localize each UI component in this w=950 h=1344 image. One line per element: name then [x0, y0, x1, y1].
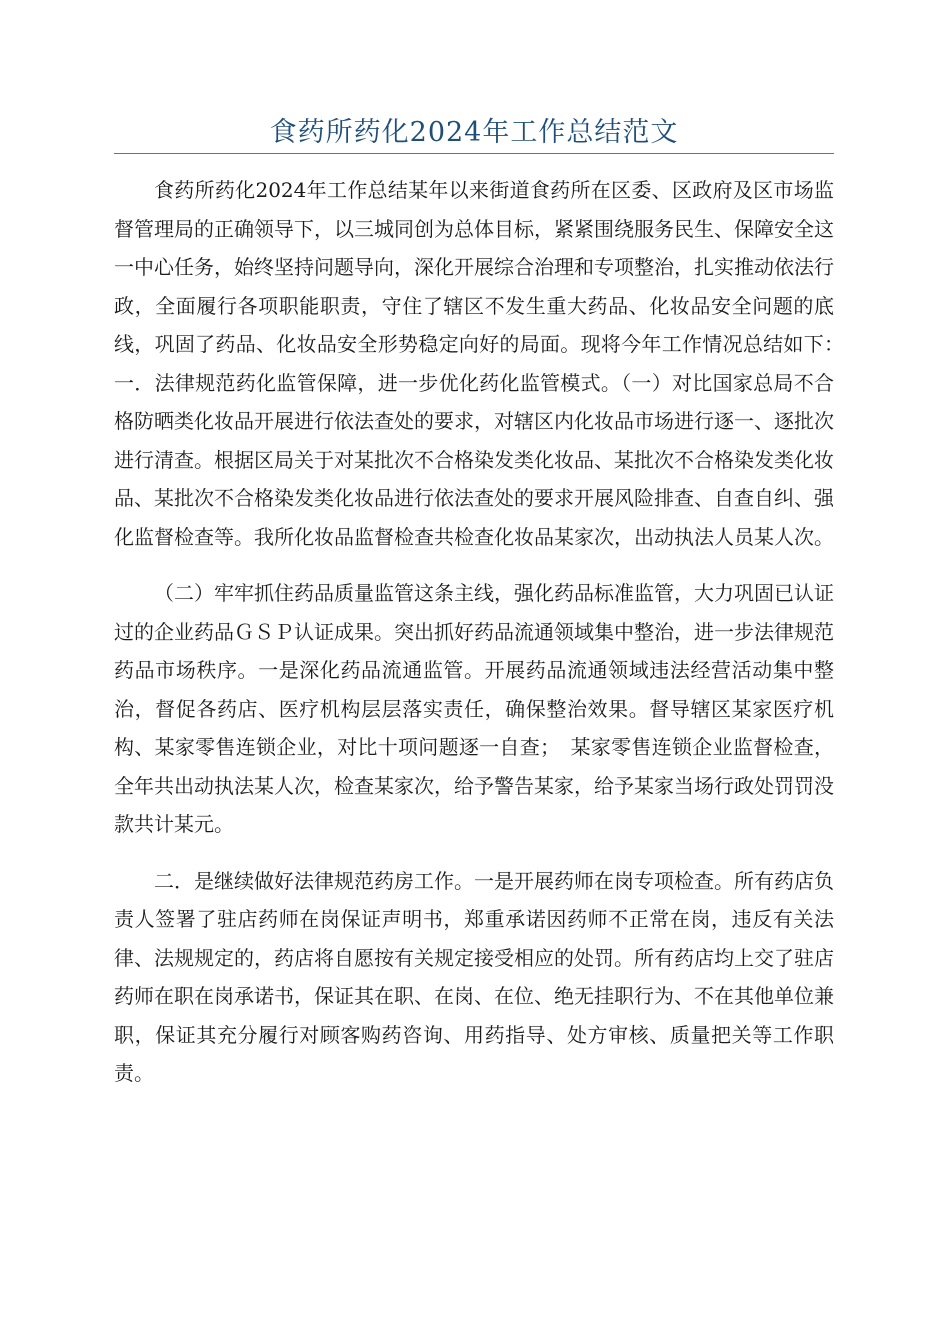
document-body — [114, 171, 854, 1093]
title-underline — [114, 153, 834, 154]
paragraph-2: （二）牢牢抓住药品质量监管这条主线，强化药品标准监管，大力巩固已认证过的企业药品ＧＳＰ认证成果。突出抓好药品流通领域集中整治，进一步法律规范药品市场秩序。一是深化药品流通监管。开展药品流通领域违法经营活动集中整治，督促各药店、医疗机构层层落实责任，确保整治效果。督导辖区某家医疗机构、某家零售连锁企业，对比十项问题逐一自查； 某家零售连锁企业监督检查，全年共出动执法某人次，检查某家次，给予警告某家，给予某家当场行政处罚罚没款共计某元。 — [114, 581, 834, 836]
paragraph-1: 食药所药化2024年工作总结某年以来街道食药所在区委、区政府及区市场监督管理局的正确领导下，以三城同创为总体目标，紧紧围绕服务民生、保障安全这一中心任务，始终坚持问题导向，深化开展综合治理和专项整治，扎实推动依法行政，全面履行各项职能职责，守住了辖区不发生重大药品、化妆品安全问题的底线，巩固了药品、化妆品安全形势稳定向好的局面。现将今年工作情况总结如下： 一．法律规范药化监管保障，进一步优化药化监管模式。（一）对比国家总局不合格防晒类化妆品开展进行依法查处的要求，对辖区内化妆品市场进行逐一、逐批次进行清查。根据区局关于对某批次不合格染发类化妆品、某批次不合格染发类化妆品、某批次不合格染发类化妆品进行依法查处的要求开展风险排查、自查自纠、强化监督检查等。我所化妆品监督检查共检查化妆品某家次，出动执法人员某人次。 — [114, 178, 854, 549]
paragraph-3: 二．是继续做好法律规范药房工作。一是开展药师在岗专项检查。所有药店负责人签署了驻店药师在岗保证声明书，郑重承诺因药师不正常在岗，违反有关法律、法规规定的，药店将自愿按有关规定接受相应的处罚。所有药店均上交了驻店药师在职在岗承诺书，保证其在职、在岗、在位、绝无挂职行为、不在其他单位兼职，保证其充分履行对顾客购药咨询、用药指导、处方审核、质量把关等工作职责。 — [114, 868, 834, 1085]
document-title: 食药所药化2024年工作总结范文 — [269, 117, 679, 148]
